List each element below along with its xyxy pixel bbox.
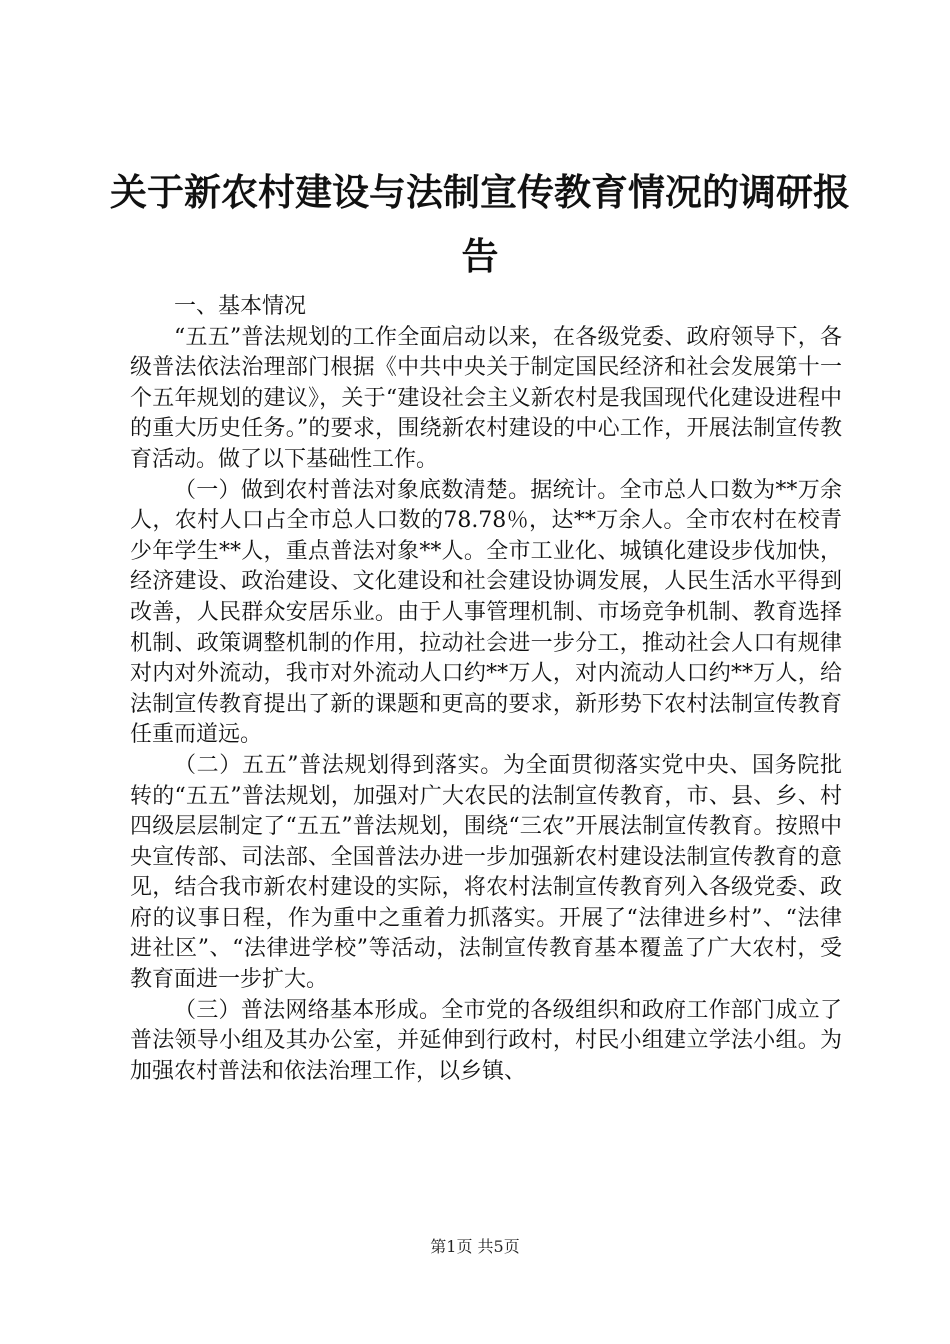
paragraph: （一）做到农村普法对象底数清楚。据统计。全市总人口数为**万余人，农村人口占全市总人口数的78.78％，达**万余人。全市农村在校青少年学生**人，重点普法对象**人。全市工业化、城镇化建设步伐加快，经济建设、政治建设、文化建设和社会建设协调发展，人民生活水平得到改善，人民群众安居乐业。由于人事管理机制、市场竞争机制、教育选择机制、政策调整机制的作用，拉动社会进一步分工，推动社会人口有规律对内对外流动，我市对外流动人口约**万人，对内流动人口约**万人，给法制宣传教育提出了新的课题和更高的要求，新形势下农村法制宣传教育任重而道远。 (130, 477, 842, 748)
paragraph: （三）普法网络基本形成。全市党的各级组织和政府工作部门成立了普法领导小组及其办公室，并延伸到行政村，村民小组建立学法小组。为加强农村普法和依法治理工作，以乡镇、 (130, 997, 842, 1084)
document-title: 关于新农村建设与法制宣传教育情况的调研报告 (110, 170, 850, 278)
document-body (130, 292, 842, 1087)
paragraph: “五五”普法规划的工作全面启动以来，在各级党委、政府领导下，各级普法依法治理部门根据《中共中央关于制定国民经济和社会发展第十一个五年规划的建议》，关于“建设社会主义新农村是我国现代化建设进程中的重大历史任务。”的要求，围绕新农村建设的中心工作，开展法制宣传教育活动。做了以下基础性工作。 (130, 324, 842, 472)
page-footer: 第1页 共5页 (430, 1237, 520, 1256)
paragraph: （二）五五”普法规划得到落实。为全面贯彻落实党中央、国务院批转的“五五”普法规划，加强对广大农民的法制宣传教育，市、县、乡、村四级层层制定了“五五”普法规划，围绕“三农”开展法制宣传教育。按照中央宣传部、司法部、全国普法办进一步加强新农村建设法制宣传教育的意见，结合我市新农村建设的实际，将农村法制宣传教育列入各级党委、政府的议事日程，作为重中之重着力抓落实。开展了“法律进乡村”、“法律进社区”、“法律进学校”等活动，法制宣传教育基本覆盖了广大农村，受教育面进一步扩大。 (130, 752, 842, 993)
section-heading: 一、基本情况 (174, 294, 307, 319)
